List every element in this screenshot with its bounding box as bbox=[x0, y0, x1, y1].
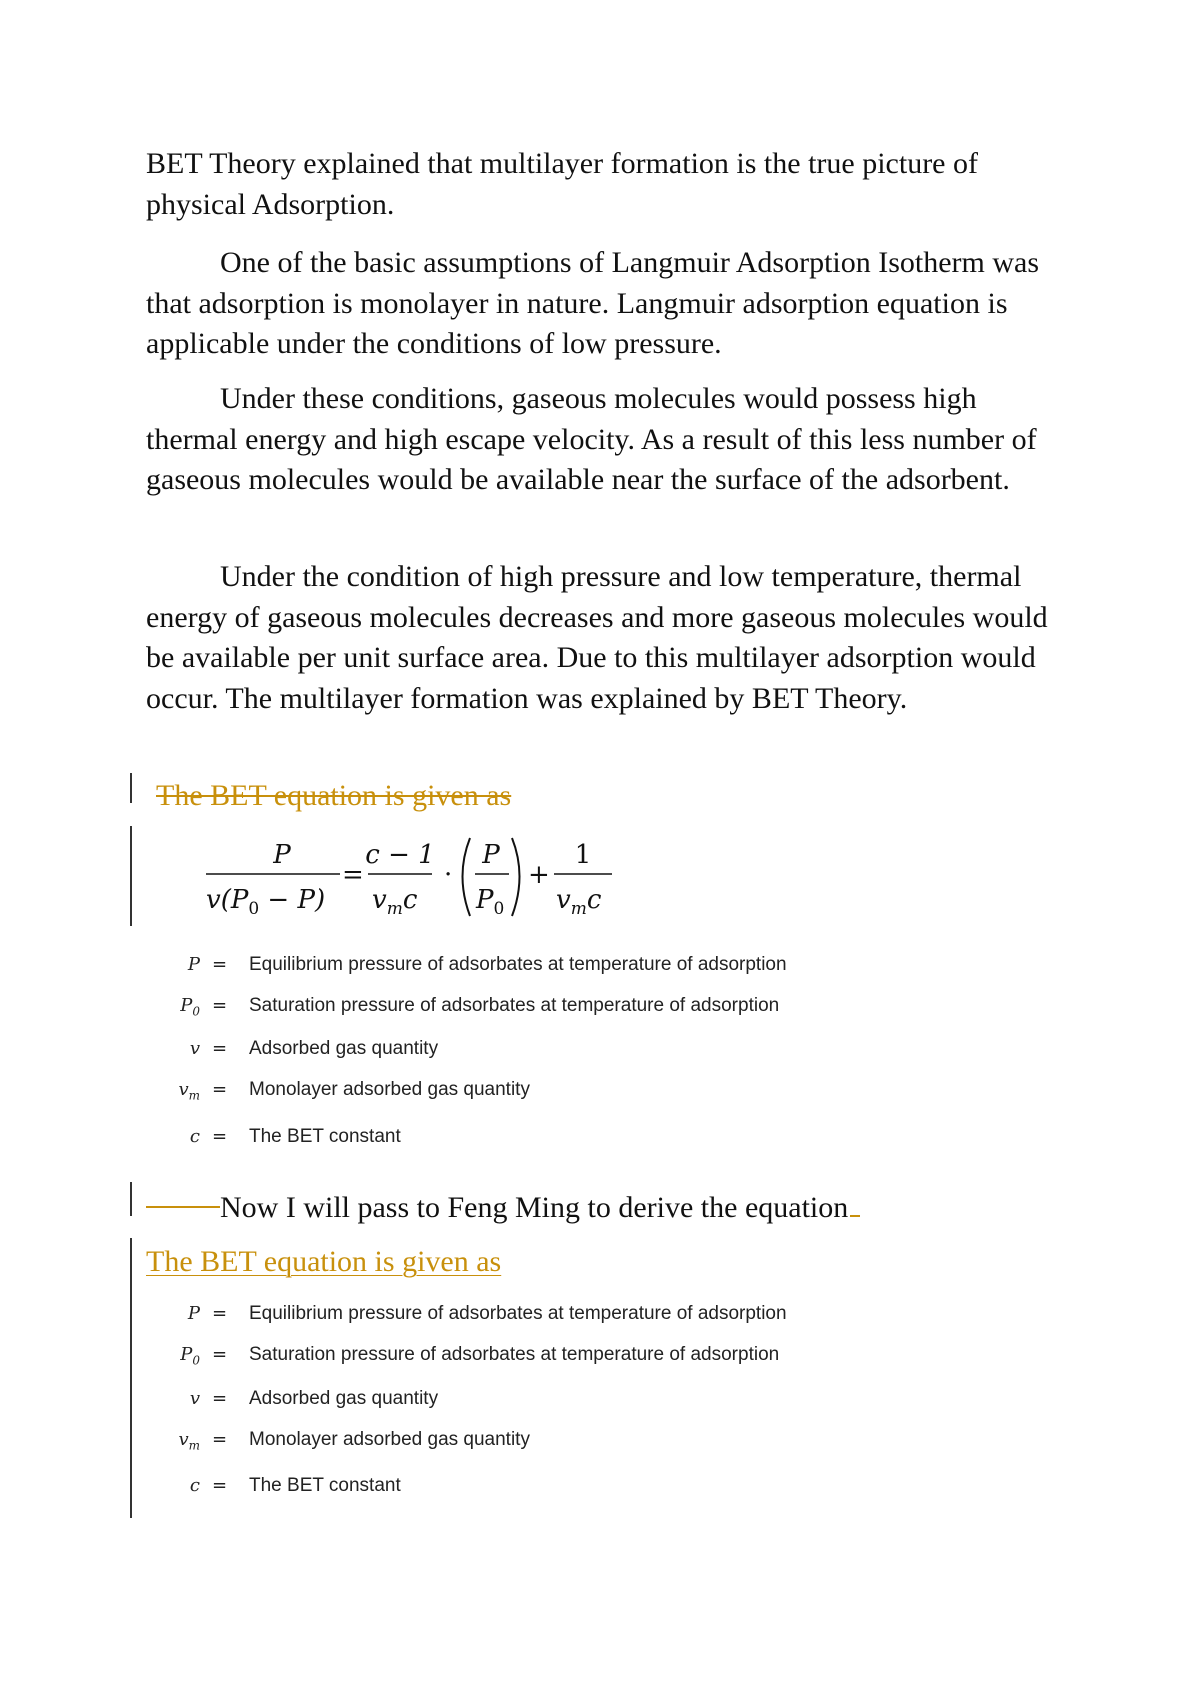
definition-text: Adsorbed gas quantity bbox=[249, 1038, 439, 1059]
eq-mid-denominator: vmc bbox=[372, 885, 418, 919]
eq-ratio-denominator: P0 bbox=[476, 885, 505, 919]
handoff-text: Now I will pass to Feng Ming to derive the equation bbox=[220, 1191, 849, 1224]
eq-lhs-denominator: v(P0 − P) bbox=[206, 885, 326, 919]
definition-equals: = bbox=[212, 1475, 228, 1496]
definition-symbol: $P_0$ bbox=[180, 1344, 200, 1368]
definition-equals: = bbox=[212, 1388, 228, 1409]
paragraph-low-pressure: Under these conditions, gaseous molecules would possess high thermal energy and high escape velocity. As a result of this less number of gaseous molecules would be available near the surface of the adsorbent. bbox=[146, 382, 1037, 496]
definition-row bbox=[0, 1126, 1200, 1156]
definition-symbol: c bbox=[189, 1126, 200, 1147]
definition-text: Saturation pressure of adsorbates at temperature of adsorption bbox=[249, 1344, 780, 1365]
eq-lhs-numerator: P bbox=[273, 840, 291, 870]
definition-row bbox=[0, 1038, 1200, 1068]
definition-row bbox=[0, 1303, 1200, 1333]
insertion-mark bbox=[850, 1215, 860, 1217]
eq-mid-numerator: c − 1 bbox=[365, 840, 435, 870]
change-bar bbox=[130, 773, 132, 803]
definition-row bbox=[0, 995, 1200, 1025]
definition-text: Monolayer adsorbed gas quantity bbox=[249, 1079, 530, 1100]
eq-ratio-numerator: P bbox=[482, 840, 500, 870]
definition-symbol: P bbox=[187, 1303, 200, 1324]
definition-row bbox=[0, 1344, 1200, 1374]
definition-row bbox=[0, 1475, 1200, 1505]
definition-text: Adsorbed gas quantity bbox=[249, 1388, 439, 1409]
paragraph-high-pressure: Under the condition of high pressure and low temperature, thermal energy of gaseous molecules decreases and more gaseous molecules would be available per unit surface area. Due to this multilayer adsorption would occur. The multilayer formation was explained by BET Theory. bbox=[146, 560, 1048, 715]
eq-left-paren bbox=[463, 838, 471, 916]
change-bar bbox=[130, 1182, 132, 1216]
definition-row bbox=[0, 954, 1200, 984]
inserted-heading: The BET equation is given as bbox=[146, 1245, 502, 1278]
definition-equals: = bbox=[212, 1429, 228, 1450]
inserted-dash bbox=[146, 1206, 220, 1208]
definition-equals: = bbox=[212, 1126, 228, 1147]
eq-plus-sign: + bbox=[528, 860, 550, 890]
definition-text: Equilibrium pressure of adsorbates at temperature of adsorption bbox=[249, 954, 787, 975]
definition-equals: = bbox=[212, 1079, 228, 1100]
definition-equals: = bbox=[212, 1303, 228, 1324]
definition-row bbox=[0, 1079, 1200, 1109]
definition-symbol: $v_m$ bbox=[178, 1079, 200, 1103]
definition-text: The BET constant bbox=[249, 1126, 401, 1147]
paragraph-intro: BET Theory explained that multilayer formation is the true picture of physical Adsorption. bbox=[146, 147, 978, 221]
eq-rhs-numerator: 1 bbox=[574, 840, 592, 870]
definition-symbol: v bbox=[189, 1388, 200, 1409]
eq-dot: · bbox=[444, 860, 453, 890]
change-bar bbox=[130, 826, 132, 926]
definition-equals: = bbox=[212, 995, 228, 1016]
definition-row bbox=[0, 1429, 1200, 1459]
paragraph-langmuir: One of the basic assumptions of Langmuir Adsorption Isotherm was that adsorption is monolayer in nature. Langmuir adsorption equation is applicable under the conditions of low pressure. bbox=[146, 246, 1040, 360]
definition-equals: = bbox=[212, 1344, 228, 1365]
definition-row bbox=[0, 1388, 1200, 1418]
eq-equals-sign: = bbox=[342, 860, 364, 890]
eq-right-paren bbox=[512, 838, 520, 916]
definition-text: Equilibrium pressure of adsorbates at temperature of adsorption bbox=[249, 1303, 787, 1324]
definition-symbol: c bbox=[189, 1475, 200, 1496]
deleted-heading: The BET equation is given as bbox=[156, 779, 512, 812]
definition-text: Monolayer adsorbed gas quantity bbox=[249, 1429, 530, 1450]
eq-rhs-denominator: vmc bbox=[556, 885, 602, 919]
definition-symbol: $v_m$ bbox=[178, 1429, 200, 1453]
handoff-line bbox=[146, 1188, 860, 1228]
definition-text: The BET constant bbox=[249, 1475, 401, 1496]
bet-equation bbox=[200, 828, 640, 928]
definition-equals: = bbox=[212, 1038, 228, 1059]
definition-symbol: $P_0$ bbox=[180, 995, 200, 1019]
definition-text: Saturation pressure of adsorbates at temperature of adsorption bbox=[249, 995, 780, 1016]
definition-symbol: v bbox=[189, 1038, 200, 1059]
definition-equals: = bbox=[212, 954, 228, 975]
definition-symbol: P bbox=[187, 954, 200, 975]
